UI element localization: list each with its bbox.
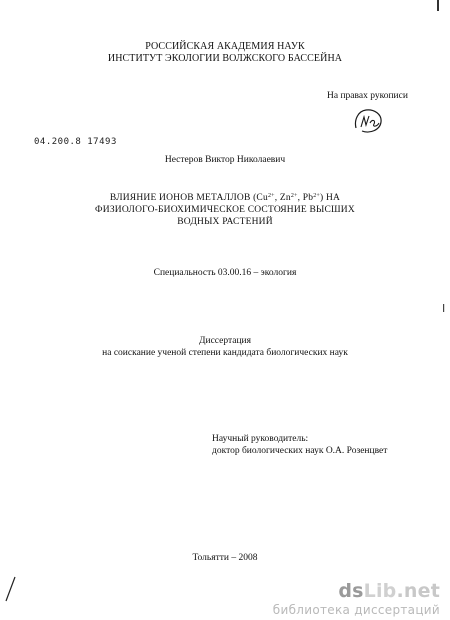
supervisor-name: доктор биологических наук О.А. Розенцвет	[212, 446, 388, 456]
scan-mark-corner	[3, 575, 19, 605]
specialty: Специальность 03.00.16 – экология	[153, 268, 297, 278]
manuscript-note: На правах рукописи	[327, 91, 408, 101]
dissertation-title-line2: ФИЗИОЛОГО-БИОХИМИЧЕСКОЕ СОСТОЯНИЕ ВЫСШИХ	[95, 205, 355, 215]
dissertation-title-line1: ВЛИЯНИЕ ИОНОВ МЕТАЛЛОВ ($Cu^{2+}$, $Zn^{2+}$, $Pb^{2+}$) НА	[109, 193, 341, 203]
watermark-brand: dsLib.net	[338, 580, 440, 602]
author-name: Нестеров Виктор Николаевич	[164, 155, 286, 165]
supervisor-label: Научный руководитель:	[212, 434, 309, 444]
archive-stamp-number: 04.200.8 17493	[34, 137, 117, 147]
scan-mark-top	[436, 0, 440, 12]
dslib-watermark-logo	[262, 578, 450, 620]
degree-description: на соискание ученой степени кандидата биологических наук	[102, 348, 348, 358]
dissertation-label: Диссертация	[199, 336, 251, 346]
signature	[352, 106, 386, 136]
place-year: Тольятти – 2008	[192, 553, 258, 563]
watermark-subtitle: библиотека диссертаций	[272, 603, 440, 617]
scan-mark-right	[442, 304, 445, 312]
org-name-academy: РОССИЙСКАЯ АКАДЕМИЯ НАУК	[145, 41, 305, 52]
org-name-institute: ИНСТИТУТ ЭКОЛОГИИ ВОЛЖСКОГО БАССЕЙНА	[107, 53, 343, 64]
dissertation-title-line3: ВОДНЫХ РАСТЕНИЙ	[177, 217, 273, 227]
